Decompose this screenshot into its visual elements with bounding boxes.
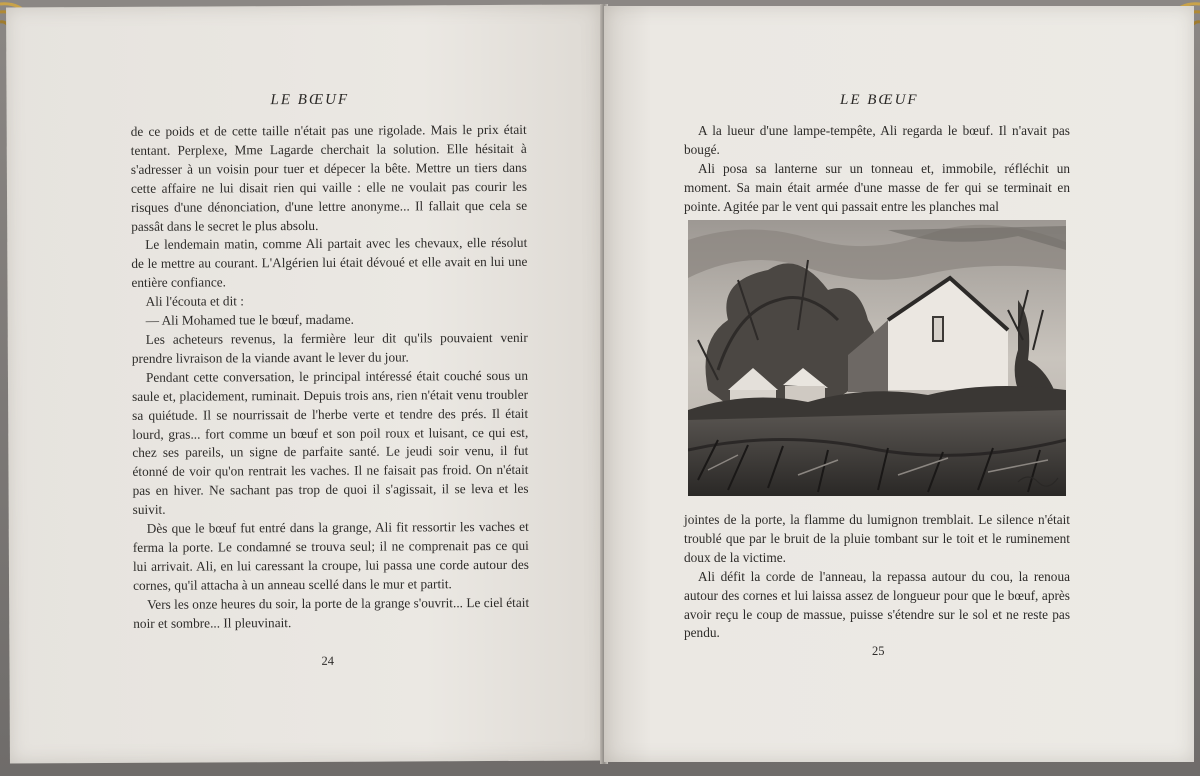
left-paragraph-3: Ali l'écouta et dit : [145,293,245,309]
left-paragraph-8: Vers les onze heures du soir, la porte de la grange s'ouvrit... Le ciel était noir et sombre... Il pleuvinait. [133,594,530,631]
left-paragraph-4: — Ali Mohamed tue le bœuf, madame. [145,311,354,328]
left-body-text [131,121,530,634]
left-page [6,4,604,763]
right-paragraph-4: Ali défit la corde de l'anneau, la repassa autour du cou, la renoua autour des cornes et lui laissa assez de longueur pour que le bœuf, après avoir reçu le coup de massue, puisse s'étendre sur le sol et ne reste pas pendu. [684,568,1070,641]
farmhouse-illustration [688,220,1066,496]
left-paragraph-2: Le lendemain matin, comme Ali partait avec les chevaux, elle résolut de le mettre au courant. L'Algérien lui était dévoué et elle avait en lui une entière confiance. [131,235,528,291]
left-running-head: LE BŒUF [270,91,350,109]
right-body-text-top [684,122,1070,217]
left-paragraph-1: de ce poids et de cette taille n'était pas une rigolade. Mais le prix était tentant. Perplexe, Mme Lagarde cherchait la solution. Elle hésitait à s'adresser à un voisin pour tuer et dépecer la bête. Mettre un tiers dans cette affaire ne lui disait rien qui vaille : elle ne voulait pas courir les risques d'une dénonciation, d'une lettre anonyme... Il fallait que cela se passât dans le secret le plus absolu. [130,121,528,234]
left-paragraph-5: Les acheteurs revenus, la fermière leur dit qu'ils pouvaient venir prendre livraison de la viande avant le lever du jour. [131,329,528,366]
left-paragraph-7: Dès que le bœuf fut entré dans la grange, Ali fit ressortir les vaches et ferma la porte. Le condamné se trouva seul; il ne comprenait pas ce qui lui arrivait. Ali, en lui caressant la croupe, lui passa une corde autour des cornes, qu'il attacha à un anneau scellé dans le mur et partit. [132,518,529,593]
right-body-text-bottom [684,511,1070,643]
right-paragraph-3: jointes de la porte, la flamme du lumignon tremblait. Le silence n'était troublé que par le bruit de la pluie tombant sur le toit et le ruminement doux de la victime. [684,512,1070,565]
right-paragraph-1: A la lueur d'une lampe-tempête, Ali regarda le bœuf. Il n'avait pas bougé. [684,123,1070,157]
right-paragraph-2: Ali posa sa lanterne sur un tonneau et, immobile, réfléchit un moment. Sa main était armée d'une masse de fer qui se terminait en pointe. Agitée par le vent qui passait entre les planches mal [684,160,1070,214]
right-page-number: 25 [872,644,885,658]
left-page-number: 24 [321,653,334,668]
right-running-head: LE BŒUF [840,92,919,108]
left-paragraph-6: Pendant cette conversation, le principal intéressé était couché sous un saule et, placidement, ruminait. Depuis trois ans, rien n'était venu troubler sa quiétude. Il se nourrissait de l'herbe verte et tendre des prés. Il était lourd, gras... fort comme un bœuf et son poil roux et luisant, ce qui est, chez ses pareils, un signe de parfaite santé. Le jeudi soir venu, il fut étonné de voir qu'on rentrait les vaches. Il ne faisait pas froid. On n'était pas en hiver. Ne sachant pas trop de quoi il s'agissait, il se leva et les suivit. [132,367,529,518]
